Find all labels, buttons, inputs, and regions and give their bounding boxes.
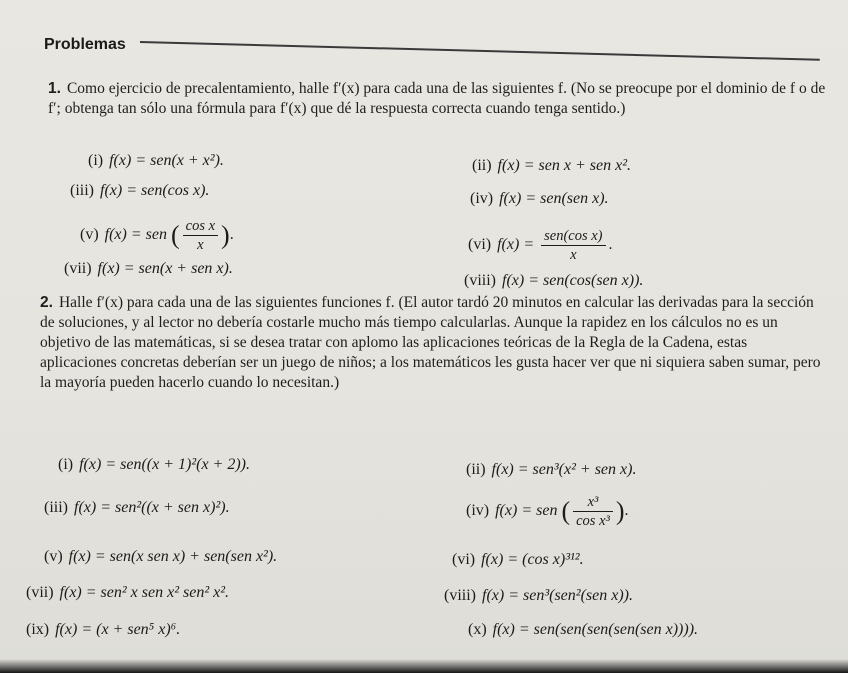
item-expression: f(x) = sen(x + sen x).: [97, 260, 233, 277]
problem-2-item-v: [44, 548, 277, 566]
item-lhs: f(x) = sen: [104, 226, 167, 244]
problem-2-item-x: [468, 621, 698, 639]
item-label: (ix): [26, 621, 50, 638]
section-rule: [140, 41, 820, 61]
item-label: (ii): [472, 157, 492, 174]
item-expression: f(x) = sen³(sen²(sen x)).: [482, 587, 633, 604]
page-bottom-shadow: [0, 659, 848, 673]
section-title: Problemas: [44, 36, 126, 53]
problem-2-item-vi: [452, 551, 584, 569]
problem-2-item-ix: [26, 621, 180, 639]
item-label: (i): [88, 152, 104, 169]
item-label: (i): [58, 456, 74, 473]
item-label: (iii): [44, 499, 68, 516]
item-fraction: $\frac{\text{sen(cos x)}}{x}$: [541, 228, 605, 263]
item-expression: f(x) = sen³(x² + sen x).: [491, 461, 637, 478]
item-expression: f(x) = (x + sen⁵ x)⁶.: [55, 621, 181, 638]
problem-1-item-vi: (vi) f(x) = $\frac{\text{sen(cos x)}}{x}$ .: [468, 228, 613, 263]
item-expression: f(x) = sen x + sen x².: [497, 157, 631, 174]
problem-1-item-v: (v) f(x) = sen ( $\frac{\text{cos x}}{x}$ ).: [80, 218, 234, 253]
item-label: (iv): [466, 502, 490, 520]
problem-2-number: 2.: [40, 294, 53, 311]
problem-1-text: Como ejercicio de precalentamiento, halle f′(x) para cada una de las siguientes f. (No se preocupe por el dominio de f o de f′; obtenga tan sólo una fórmula para f′(x) que dé la respuesta correcta cuando tenga sentido.): [48, 80, 826, 117]
item-label: (viii): [444, 587, 476, 604]
problem-1-item-i: [88, 152, 224, 170]
item-label: (v): [44, 548, 63, 565]
problem-2-item-i: [58, 456, 250, 474]
item-lhs: f(x) =: [497, 236, 535, 254]
item-expression: f(x) = sen(x + x²).: [109, 152, 224, 169]
item-label: (vi): [468, 236, 492, 254]
problem-2-item-ii: [466, 461, 636, 479]
problem-1-number: 1.: [48, 80, 61, 97]
item-expression: f(x) = sen(x sen x) + sen(sen x²).: [68, 548, 278, 565]
item-expression: f(x) = sen((x + 1)²(x + 2)).: [79, 456, 250, 473]
item-label: (x): [468, 621, 487, 638]
problem-2-item-viii: [444, 587, 633, 605]
item-label: (vii): [26, 584, 54, 601]
item-expression: f(x) = sen²((x + sen x)²).: [74, 499, 230, 516]
item-fraction: $\frac{\text{cos x}}{x}$: [183, 218, 218, 253]
item-label: (iv): [470, 190, 494, 207]
problem-2-statement: [40, 293, 822, 393]
problem-2-text: Halle f′(x) para cada una de las siguientes funciones f. (El autor tardó 20 minutos en calcular las derivadas para la sección de soluciones, y al lector no debería costarle mucho más tiempo calcularlas. Aunque la rapidez en los cálculos no es un objetivo de las matemáticas, si se desea tratar con aplomo las aplicaciones teóricas de la Regla de la Cadena, estas aplicaciones concretas deberían ser un juego de niños; a los matemáticos les gusta hacer ver que ni siquiera saben sumar, pero la mayoría pueden hacerlo cuando lo necesitan.): [40, 294, 821, 391]
item-expression: f(x) = sen(cos(sen x)).: [502, 272, 644, 289]
problem-2-item-iii: [44, 499, 230, 517]
item-expression: f(x) = sen(cos x).: [100, 182, 210, 199]
problem-2-item-iv: (iv) f(x) = sen ( $\frac{\text{x³}}{\text{cos x³}}$ ).: [466, 494, 629, 529]
item-label: (vi): [452, 551, 476, 568]
item-label: (v): [80, 226, 99, 244]
item-expression: f(x) = sen² x sen x² sen² x².: [59, 584, 230, 601]
problem-1-statement: [48, 79, 828, 119]
problem-1-item-vii: [64, 260, 233, 278]
problem-1-item-iv: [470, 190, 609, 208]
problem-1-item-viii: [464, 272, 643, 290]
item-label: (viii): [464, 272, 496, 289]
item-expression: f(x) = sen(sen x).: [499, 190, 609, 207]
item-expression: f(x) = (cos x)³¹².: [481, 551, 584, 568]
problem-1-item-ii: [472, 157, 631, 175]
item-lhs: f(x) = sen: [495, 502, 558, 520]
item-expression: f(x) = sen(sen(sen(sen(sen x)))).: [492, 621, 699, 638]
problem-1-item-iii: [70, 182, 209, 200]
problem-2-item-vii: [26, 584, 229, 602]
item-label: (iii): [70, 182, 94, 199]
item-label: (ii): [466, 461, 486, 478]
item-label: (vii): [64, 260, 92, 277]
item-fraction: $\frac{\text{x³}}{\text{cos x³}}$: [573, 494, 613, 529]
